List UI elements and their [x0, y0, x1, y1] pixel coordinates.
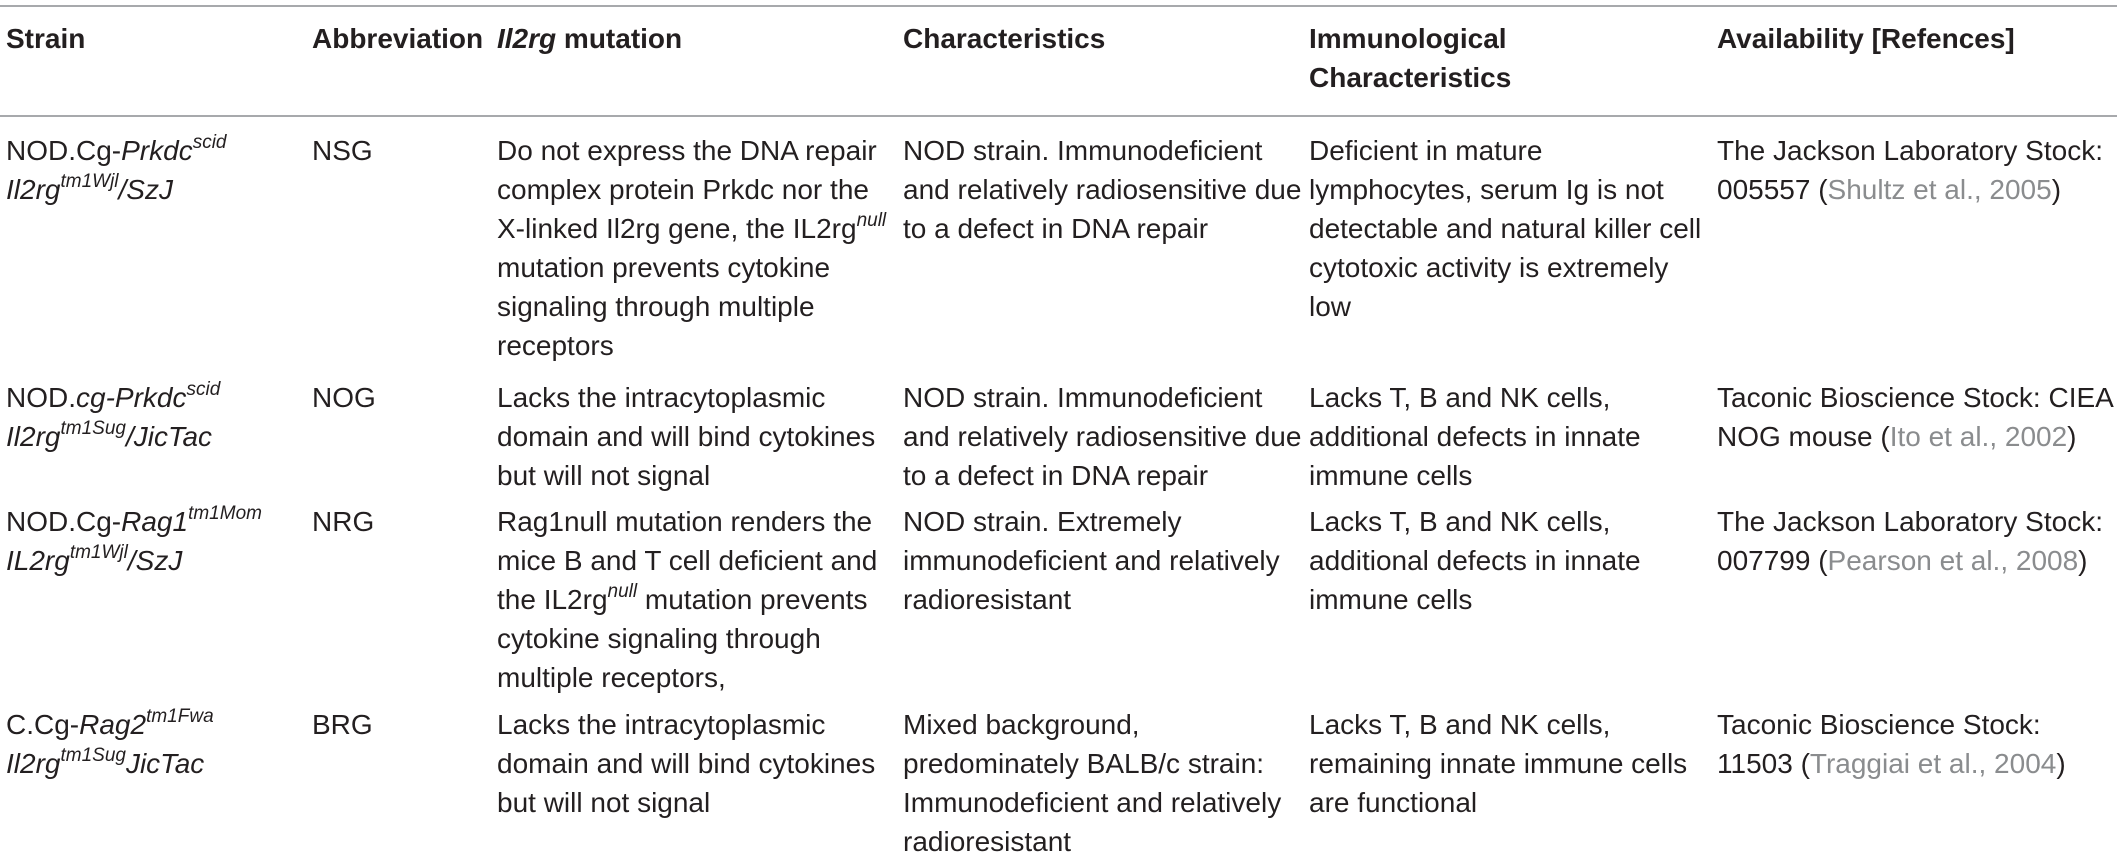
table-row-immunological: Deficient in mature lymphocytes, serum Ig is not detectable and natural killer cell cytotoxic activity is extremely low	[1309, 135, 1702, 322]
table-row-mutation: Do not express the DNA repair complex protein Prkdc nor the X-linked Il2rg gene, the $IL2rg^{null}$ mutation prevents cytokine signaling through multiple receptors	[497, 135, 887, 361]
table-row-strain: NOD.Cg-Prkdc$^{scid}$ $Il2rg^{tm1Wjl}$/SzJ	[6, 131, 227, 205]
reference-link[interactable]: Pearson et al., 2008	[1827, 545, 2079, 576]
header-abbreviation: Abbreviation	[312, 23, 484, 54]
table-row-characteristics: NOD strain. Extremely immunodeficient and relatively radioresistant	[903, 506, 1280, 615]
header-immunological: Immunological Characteristics	[1309, 23, 1512, 93]
reference-link[interactable]: Ito et al., 2002	[1889, 421, 2068, 452]
header-rule	[0, 115, 2117, 117]
table-row-immunological: Lacks T, B and NK cells, additional defects in innate immune cells	[1309, 506, 1641, 615]
table-row-immunological: Lacks T, B and NK cells, additional defects in innate immune cells	[1309, 382, 1641, 491]
table-row-mutation: Lacks the intracytoplasmic domain and will bind cytokines but will not signal	[497, 382, 876, 491]
table-row-abbreviation: NRG	[312, 506, 375, 537]
table-row-availability: The Jackson Laboratory Stock: 005557 (Shultz et al., 2005)	[1717, 135, 2103, 205]
table-row-characteristics: Mixed background, predominately BALB/c strain: Immunodeficient and relatively radioresistant	[903, 709, 1282, 857]
table-row-immunological: Lacks T, B and NK cells, remaining innate immune cells are functional	[1309, 709, 1688, 818]
table-row-strain: NOD.cg-Prkdc$^{scid}$ $Il2rg^{tm1Sug}$/JicTac	[6, 378, 221, 452]
reference-link[interactable]: Shultz et al., 2005	[1827, 174, 2052, 205]
table-row-abbreviation: NSG	[312, 135, 373, 166]
table-row-strain: $NOD.Cg-Rag1^{tm1Mom}$ $IL2rg^{tm1Wjl}$/SzJ	[6, 502, 262, 576]
table-row-availability: Taconic Bioscience Stock: 11503 (Traggiai et al., 2004)	[1717, 709, 2066, 779]
header-availability: Availability [Refences]	[1717, 23, 2015, 54]
table-row-characteristics: NOD strain. Immunodeficient and relatively radiosensitive due to a defect in DNA repair	[903, 382, 1302, 491]
table-row-abbreviation: BRG	[312, 709, 373, 740]
header-strain: Strain	[6, 23, 86, 54]
reference-link[interactable]: Traggiai et al., 2004	[1809, 748, 2057, 779]
table-row-mutation: Rag1null mutation renders the mice B and T cell deficient and the $IL2rg^{null}$ mutation prevents cytokine signaling through multiple receptors,	[497, 506, 878, 693]
header-mutation: Il2rg mutation	[497, 23, 683, 54]
table-row-availability: The Jackson Laboratory Stock: 007799 (Pearson et al., 2008)	[1717, 506, 2103, 576]
header-characteristics: Characteristics	[903, 23, 1106, 54]
table-row-characteristics: NOD strain. Immunodeficient and relatively radiosensitive due to a defect in DNA repair	[903, 135, 1302, 244]
top-rule	[0, 5, 2117, 7]
table-row-availability: Taconic Bioscience Stock: CIEA NOG mouse (Ito et al., 2002)	[1717, 382, 2114, 452]
table-row-abbreviation: NOG	[312, 382, 376, 413]
table-row-mutation: Lacks the intracytoplasmic domain and will bind cytokines but will not signal	[497, 709, 876, 818]
table-row-strain: $C.Cg-Rag2^{tm1Fwa}$ $Il2rg^{tm1Sug}JicTac$	[6, 705, 214, 779]
